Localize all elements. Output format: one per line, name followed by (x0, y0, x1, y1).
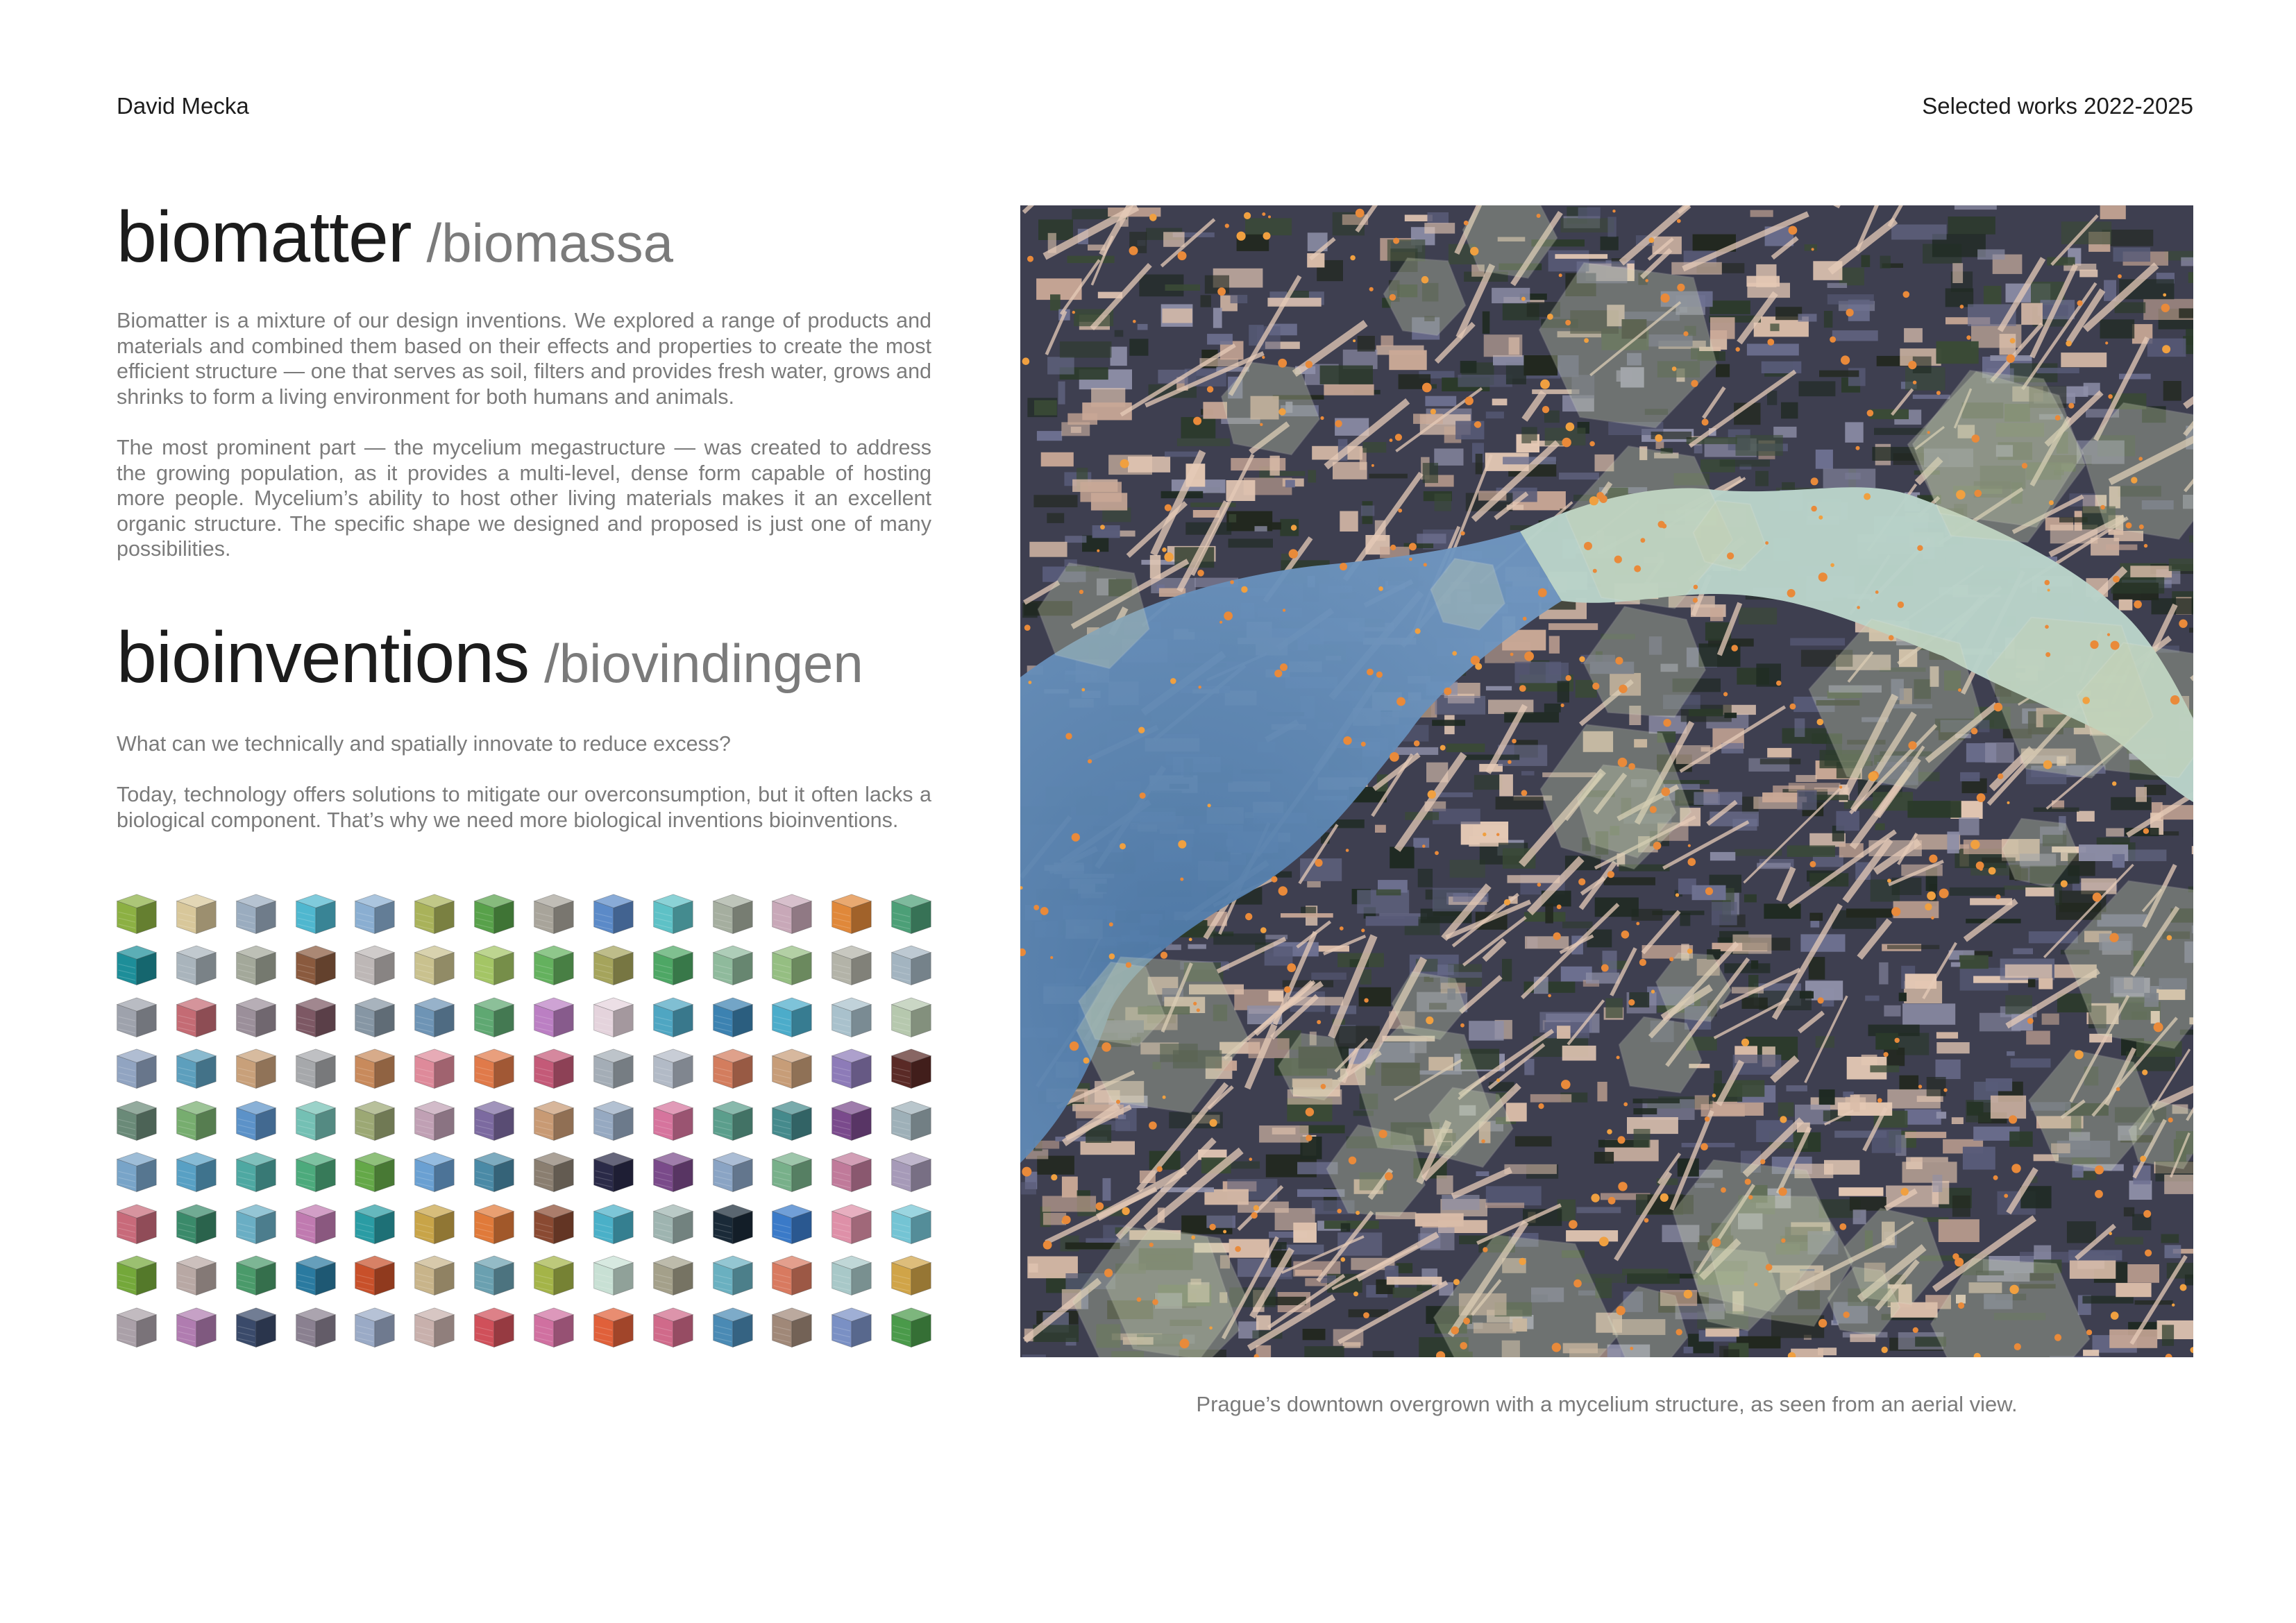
bioinventions-title: bioinventions (117, 617, 530, 698)
material-cube (650, 1202, 696, 1246)
figure-caption: Prague’s downtown overgrown with a mycelium structure, as seen from an aerial view. (1196, 1392, 2018, 1416)
portfolio-subtitle: Selected works 2022-2025 (1922, 93, 2193, 119)
material-cube (174, 995, 219, 1039)
material-cube (710, 892, 756, 936)
material-cube (352, 1046, 398, 1091)
material-cube (114, 1046, 160, 1091)
biomatter-paragraph-2: The most prominent part — the mycelium megastructure — was created to address the growing population, as it provides a multi-level, dense form capable of hosting more people. Mycelium’s ability to host other living materials makes it an excellent organic structure. The specific shape we designed and proposed is just one of many possibilities. (117, 436, 931, 561)
material-cube (352, 1098, 398, 1143)
aerial-view-image (1020, 205, 2193, 1357)
material-cube (352, 1305, 398, 1350)
material-cube (769, 1253, 815, 1298)
material-cube (293, 1305, 339, 1350)
material-cube (829, 1150, 875, 1194)
material-cube (233, 1253, 279, 1298)
material-cube (114, 1305, 160, 1350)
bioinventions-translation-text: biovindingen (559, 632, 863, 694)
material-cube-library (114, 892, 934, 1350)
material-cube (591, 1150, 636, 1194)
material-cube (471, 1305, 517, 1350)
biomatter-title: biomatter (117, 197, 412, 278)
material-cube (531, 1098, 577, 1143)
material-cube (888, 1046, 934, 1091)
material-cube (531, 995, 577, 1039)
material-cube (531, 1150, 577, 1194)
material-cube (114, 1253, 160, 1298)
material-cube (829, 1098, 875, 1143)
material-cube (531, 1253, 577, 1298)
material-cube (888, 892, 934, 936)
material-cube (233, 1202, 279, 1246)
material-cube (114, 1150, 160, 1194)
bioinventions-question: What can we technically and spatially innovate to reduce excess? (117, 731, 731, 756)
material-cube (352, 995, 398, 1039)
material-cube (114, 995, 160, 1039)
material-cube (888, 943, 934, 987)
material-cube (352, 1253, 398, 1298)
material-cube (531, 1202, 577, 1246)
material-cube (710, 1098, 756, 1143)
material-cube (769, 1202, 815, 1246)
material-cube (591, 1046, 636, 1091)
material-cube (531, 1305, 577, 1350)
material-cube (174, 1098, 219, 1143)
material-cube (829, 1253, 875, 1298)
material-cube (591, 995, 636, 1039)
material-cube (174, 1202, 219, 1246)
material-cube (888, 1150, 934, 1194)
material-cube (769, 1150, 815, 1194)
material-cube (888, 1305, 934, 1350)
material-cube (531, 943, 577, 987)
material-cube (293, 1150, 339, 1194)
material-cube (471, 995, 517, 1039)
material-cube (829, 1202, 875, 1246)
material-cube (471, 1098, 517, 1143)
material-cube (174, 943, 219, 987)
material-cube (591, 892, 636, 936)
material-cube (352, 1202, 398, 1246)
material-cube (174, 1150, 219, 1194)
material-cube (174, 1305, 219, 1350)
material-cube (233, 1305, 279, 1350)
material-cube (710, 1150, 756, 1194)
material-cube (293, 1098, 339, 1143)
material-cube (233, 1098, 279, 1143)
material-cube (769, 1046, 815, 1091)
material-cube (412, 1046, 457, 1091)
material-cube (352, 943, 398, 987)
material-cube (471, 1253, 517, 1298)
material-cube (829, 1305, 875, 1350)
text-column (117, 187, 931, 833)
material-cube (710, 1046, 756, 1091)
material-cube (710, 1253, 756, 1298)
material-cube (412, 1253, 457, 1298)
material-cube (591, 943, 636, 987)
material-cube (650, 1046, 696, 1091)
material-cube (233, 1046, 279, 1091)
material-cube (829, 1046, 875, 1091)
material-cube (650, 943, 696, 987)
material-cube (412, 1098, 457, 1143)
material-cube (293, 943, 339, 987)
material-cube (471, 1046, 517, 1091)
material-cube (174, 1253, 219, 1298)
material-cube (412, 892, 457, 936)
material-cube (650, 1150, 696, 1194)
material-cube (412, 1150, 457, 1194)
material-cube (114, 943, 160, 987)
material-cube (769, 995, 815, 1039)
material-cube (591, 1202, 636, 1246)
material-cube (769, 892, 815, 936)
material-cube (888, 995, 934, 1039)
material-cube (769, 1305, 815, 1350)
material-cube (293, 892, 339, 936)
material-cube (650, 995, 696, 1039)
material-cube (650, 1305, 696, 1350)
bioinventions-heading (117, 617, 931, 698)
biomatter-translation-text: biomassa (441, 212, 674, 273)
material-cube (591, 1253, 636, 1298)
material-cube (114, 1202, 160, 1246)
material-cube (531, 1046, 577, 1091)
material-cube (650, 892, 696, 936)
material-cube (650, 1253, 696, 1298)
material-cube (888, 1098, 934, 1143)
material-cube (471, 943, 517, 987)
material-cube (710, 943, 756, 987)
material-cube (888, 1202, 934, 1246)
material-cube (769, 1098, 815, 1143)
material-cube (710, 995, 756, 1039)
material-cube (710, 1305, 756, 1350)
material-cube (233, 1150, 279, 1194)
material-cube (293, 1046, 339, 1091)
bioinventions-paragraph: Today, technology offers solutions to mitigate our overconsumption, but it often lacks a biological component. That’s why we need more biological inventions bioinventions. (117, 783, 931, 832)
material-cube (233, 995, 279, 1039)
material-cube (114, 892, 160, 936)
bioinventions-translation: /biovindingen (544, 632, 863, 694)
material-cube (829, 892, 875, 936)
biomatter-paragraph-1: Biomatter is a mixture of our design inventions. We explored a range of products and materials and combined them based on their effects and properties to create the most efficient structure — one that serves as soil, filters and provides fresh water, grows and shrinks to form a living environment for both humans and animals. (117, 309, 931, 409)
material-cube (650, 1098, 696, 1143)
material-cube (531, 892, 577, 936)
material-cube (829, 995, 875, 1039)
material-cube (174, 892, 219, 936)
material-cube (293, 1253, 339, 1298)
biomatter-translation: /biomassa (426, 212, 674, 273)
biomatter-heading (117, 197, 931, 278)
material-cube (412, 1305, 457, 1350)
material-cube (412, 995, 457, 1039)
material-cube (471, 892, 517, 936)
material-cube (114, 1098, 160, 1143)
material-cube (352, 892, 398, 936)
material-cube (471, 1150, 517, 1194)
material-cube (412, 1202, 457, 1246)
material-cube (233, 892, 279, 936)
material-cube (829, 943, 875, 987)
material-cube (293, 995, 339, 1039)
material-cube (591, 1305, 636, 1350)
material-cube (174, 1046, 219, 1091)
material-cube (710, 1202, 756, 1246)
material-cube (591, 1098, 636, 1143)
material-cube (233, 943, 279, 987)
material-cube (352, 1150, 398, 1194)
material-cube (471, 1202, 517, 1246)
material-cube (888, 1253, 934, 1298)
material-cube (769, 943, 815, 987)
author-name: David Mecka (117, 93, 249, 119)
material-cube (412, 943, 457, 987)
material-cube (293, 1202, 339, 1246)
